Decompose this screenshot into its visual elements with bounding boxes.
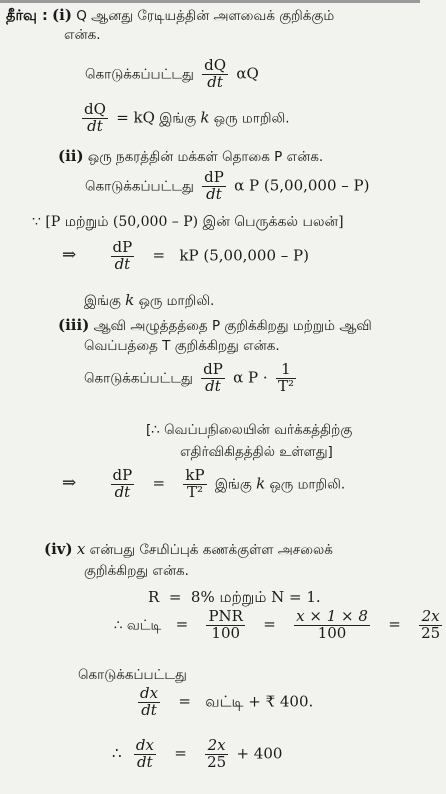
dp-dt-fraction-iii xyxy=(201,362,225,395)
part-iii-text2: வெப்பத்தை T குறிக்கிறது என்க. xyxy=(84,338,280,354)
part-i-text-line2: என்க. xyxy=(64,27,101,43)
pnr-fraction xyxy=(206,609,245,642)
equals-1: = xyxy=(175,615,189,634)
part-iii-label: (iii) xyxy=(58,316,90,334)
dp-num: dP xyxy=(204,168,224,186)
part-iv-line1 xyxy=(44,540,333,560)
part-ii-given-eq xyxy=(85,170,370,203)
dq-dt-fraction-2 xyxy=(82,102,108,135)
dq-num-2: dQ xyxy=(84,100,106,118)
kp-over-t2-fraction xyxy=(183,468,206,501)
pnr-num: PNR xyxy=(208,607,243,625)
given-label: கொடுக்கப்பட்டது xyxy=(85,66,194,83)
kp-expression: kP (5,00,000 – P) xyxy=(179,246,310,265)
where-label-ii: இங்கு xyxy=(84,293,121,309)
interest-label: ∴ வட்டி xyxy=(114,617,162,634)
dt-den-iii: dt xyxy=(205,376,221,395)
k-symbol-iii: k xyxy=(256,474,266,493)
interest-plus-400: வட்டி + ₹ 400. xyxy=(205,692,314,711)
part-i-eq2 xyxy=(78,102,289,135)
implies-arrow-iii: ⇒ xyxy=(62,473,77,494)
part-iii-given-eq xyxy=(84,362,300,395)
alpha-p-expression: α P (5,00,000 – P) xyxy=(234,176,370,195)
pnr-den: 100 xyxy=(211,623,241,642)
two-x-den-2: 25 xyxy=(207,752,227,771)
dt-den-ii: dt xyxy=(206,184,222,203)
given-label-iii: கொடுக்கப்பட்டது xyxy=(84,370,193,387)
rate-line: R = 8% மற்றும் N = 1. xyxy=(148,588,321,606)
dx-num: dx xyxy=(140,684,159,702)
x-symbol: x xyxy=(76,540,86,558)
part-ii-text: ஒரு நகரத்தின் மக்கள் தொகை P என்க. xyxy=(87,149,324,165)
dx-num-2: dx xyxy=(135,736,154,754)
dp-num-iii: dP xyxy=(203,360,223,378)
equals-3: = xyxy=(388,615,401,634)
dt-den-ii-2: dt xyxy=(114,254,131,273)
two-x-fraction xyxy=(419,609,442,642)
k-symbol: k xyxy=(200,108,210,127)
interest-eq xyxy=(114,609,446,642)
two-x-den: 25 xyxy=(421,623,441,642)
two-x-num-2: 2x xyxy=(205,738,228,755)
alpha-q: αQ xyxy=(236,64,259,83)
dx-dt-eq2 xyxy=(112,738,282,771)
part-iii-implies-eq xyxy=(62,468,345,501)
part-iv-given: கொடுக்கப்பட்டது xyxy=(78,667,187,683)
part-ii-constant xyxy=(84,291,214,311)
part-ii-because: ∵ [P மற்றும் (50,000 – P) இன் பெருக்கல் பலன்] xyxy=(32,214,344,230)
dt-den-iii-2: dt xyxy=(114,482,131,501)
alpha-p-dot: α P · xyxy=(233,368,268,387)
equals-4: = xyxy=(178,692,191,711)
eq-kq: = kQ xyxy=(116,108,155,127)
equals-sign-iii: = xyxy=(152,474,166,493)
part-iv-label: (iv) xyxy=(44,540,73,558)
dp-dt-fraction-iii-2 xyxy=(111,468,135,501)
constant-label-iii: ஒரு மாறிலி. xyxy=(269,476,346,493)
therefore-symbol: ∴ xyxy=(112,744,122,763)
dx-den-2: dt xyxy=(137,752,153,771)
part-ii-implies-eq xyxy=(62,240,309,273)
two-x-num: 2x xyxy=(419,609,442,626)
dx-den: dt xyxy=(141,700,157,719)
part-i-text-line1: Q ஆனது ரேடியத்தின் அளவைக் குறிக்கும் xyxy=(76,8,335,24)
t2-den-2: T² xyxy=(187,482,204,501)
dx-dt-fraction xyxy=(138,686,160,719)
part-iv-text1: என்பது சேமிப்புக் கணக்குள்ள அசலைக் xyxy=(89,542,333,558)
part-i-given-eq xyxy=(85,58,259,91)
dt-den-2: dt xyxy=(87,116,103,135)
dp-dt-fraction xyxy=(202,170,226,203)
dp-num-2: dP xyxy=(112,238,133,256)
part-iv-text2: குறிக்கிறது என்க. xyxy=(84,563,189,579)
implies-arrow: ⇒ xyxy=(62,245,77,266)
x18-num: x × 1 × 8 xyxy=(296,607,368,625)
page-top-rule xyxy=(0,0,420,3)
where-label-iii: இங்கு xyxy=(214,476,252,493)
solution-label: தீர்வு : xyxy=(6,8,48,24)
dq-num: dQ xyxy=(204,56,227,74)
where-label: இங்கு xyxy=(159,110,197,127)
dx-dt-eq1 xyxy=(134,686,313,719)
constant-label: ஒரு மாறிலி. xyxy=(213,110,290,127)
dp-dt-fraction-2 xyxy=(111,240,135,273)
dp-num-iii-2: dP xyxy=(112,466,133,484)
part-iii-text1: ஆவி அழுத்தத்தை P குறிக்கிறது மற்றும் ஆவி xyxy=(93,318,372,334)
part-ii-line1 xyxy=(58,147,323,167)
part-ii-label: (ii) xyxy=(58,147,84,165)
x18-fraction xyxy=(294,609,370,642)
k-symbol-ii: k xyxy=(125,291,135,309)
one-over-t2-fraction xyxy=(276,362,296,395)
dq-dt-fraction xyxy=(202,58,228,91)
dt-den: dt xyxy=(207,72,223,91)
equals-2: = xyxy=(263,615,276,634)
kp-num: kP xyxy=(185,466,205,484)
dx-dt-fraction-2 xyxy=(134,738,156,771)
part-iii-note2: எதிர்விகிதத்தில் உள்ளது] xyxy=(180,444,333,460)
two-x-over-25-fraction xyxy=(205,738,228,771)
solution-heading-line xyxy=(6,6,334,26)
t2-den: T² xyxy=(277,376,294,395)
plus-400: + 400 xyxy=(236,744,283,763)
equals-5: = xyxy=(174,744,187,763)
given-label-ii: கொடுக்கப்பட்டது xyxy=(85,178,194,195)
constant-label-ii: ஒரு மாறிலி. xyxy=(138,293,215,309)
part-iii-note1: [∴ வெப்பநிலையின் வர்க்கத்திற்கு xyxy=(146,422,353,438)
x18-den: 100 xyxy=(317,623,347,642)
part-i-label: (i) xyxy=(52,6,72,24)
equals-sign: = xyxy=(152,246,166,265)
one-num: 1 xyxy=(276,362,296,379)
part-iii-line1 xyxy=(58,316,372,336)
